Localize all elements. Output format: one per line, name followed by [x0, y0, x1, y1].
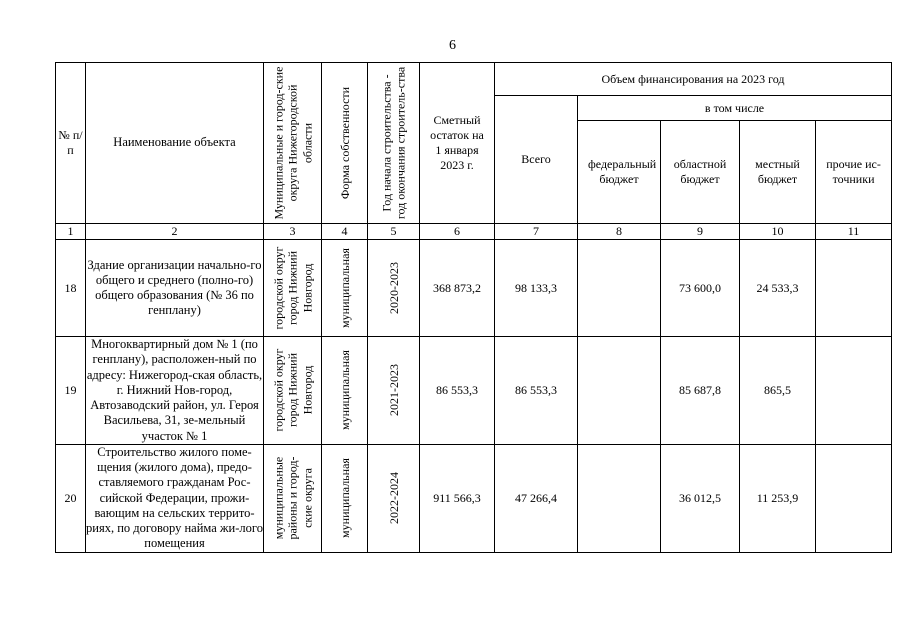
- row-municipality: муниципальные районы и город-ские округа: [270, 456, 314, 540]
- row-estimate: 911 566,3: [420, 444, 495, 552]
- column-number: 6: [420, 224, 495, 240]
- column-number-row: [56, 224, 892, 240]
- row-name: Многоквартирный дом № 1 (по генплану), расположен-ный по адресу: Нижегород-ская область, г. Нижний Нов-город, Автозаводский район, ул. Героя Васильева, 31, зе-мельный участок № 1: [86, 337, 263, 443]
- header-funding-group: Объем финансирования на 2023 год: [495, 63, 892, 96]
- row-regional: 36 012,5: [661, 444, 740, 552]
- row-other: [816, 444, 892, 552]
- row-ownership: муниципальная: [337, 458, 352, 539]
- column-number: 5: [368, 224, 420, 240]
- row-local: 865,5: [740, 337, 816, 445]
- row-municipality-cell: [264, 240, 322, 337]
- column-number: 2: [86, 224, 264, 240]
- table-row: [56, 444, 892, 552]
- row-federal: [578, 240, 661, 337]
- header-num: № п/п: [56, 63, 86, 224]
- header-local: [740, 121, 816, 224]
- row-other: [816, 337, 892, 445]
- header-ownership-cell: [322, 63, 368, 224]
- row-estimate: 86 553,3: [420, 337, 495, 445]
- row-municipality-cell: [264, 444, 322, 552]
- header-regional-text: областной бюджет: [673, 157, 727, 186]
- row-years: 2021-2023: [386, 364, 401, 417]
- row-regional: 85 687,8: [661, 337, 740, 445]
- header-other: [816, 121, 892, 224]
- header-incl: в том числе: [578, 96, 892, 121]
- row-municipality-cell: [264, 337, 322, 445]
- column-number: 7: [495, 224, 578, 240]
- row-total: 98 133,3: [495, 240, 578, 337]
- row-num: 18: [56, 240, 86, 337]
- column-number: 9: [661, 224, 740, 240]
- row-local: 24 533,3: [740, 240, 816, 337]
- row-total: 86 553,3: [495, 337, 578, 445]
- row-total: 47 266,4: [495, 444, 578, 552]
- page-number: 6: [449, 38, 456, 53]
- row-years-cell: [368, 337, 420, 445]
- column-number: 8: [578, 224, 661, 240]
- row-years: 2020-2023: [386, 262, 401, 314]
- header-other-text: прочие ис-точники: [826, 157, 881, 186]
- row-years-cell: [368, 240, 420, 337]
- row-ownership-cell: [322, 444, 368, 552]
- column-number: 11: [816, 224, 892, 240]
- row-ownership: муниципальная: [337, 350, 352, 431]
- row-num: 20: [56, 444, 86, 552]
- column-number: 10: [740, 224, 816, 240]
- row-regional: 73 600,0: [661, 240, 740, 337]
- row-other: [816, 240, 892, 337]
- row-years: 2022-2024: [386, 472, 401, 525]
- row-municipality: городской округ город Нижний Новгород: [270, 246, 314, 330]
- row-ownership-cell: [322, 337, 368, 445]
- header-municipality: Муниципальные и город-ские округа Нижегородской области: [270, 66, 314, 220]
- header-estimate: [420, 63, 495, 224]
- row-name: Строительство жилого поме-щения (жилого дома), предо-ставляемого гражданам Рос-сийской Федерации, прожи-вающим на сельских террито-риях, по договору найма жи-лого помещения: [86, 444, 263, 551]
- row-years-cell: [368, 444, 420, 552]
- header-estimate-text: Сметный остаток на 1 января 2023 г.: [430, 113, 484, 172]
- row-name: Здание организации начально-го общего и среднего (полно-го) общего образования (№ 36 по генплану): [86, 240, 264, 337]
- column-number: 1: [56, 224, 86, 240]
- header-name: Наименование объекта: [86, 63, 264, 224]
- row-estimate: 368 873,2: [420, 240, 495, 337]
- header-local-text: местный бюджет: [755, 157, 800, 186]
- header-federal: [578, 121, 661, 224]
- financing-table: [55, 62, 892, 553]
- row-ownership-cell: [322, 240, 368, 337]
- column-number: 4: [322, 224, 368, 240]
- row-ownership: муниципальная: [337, 248, 352, 328]
- header-years: Год начала строительства - год окончания строитель-ства: [379, 66, 408, 220]
- row-num: 19: [56, 337, 86, 445]
- header-federal-text: федеральный бюджет: [588, 157, 657, 186]
- row-federal: [578, 337, 661, 445]
- row-municipality: городской округ город Нижний Новгород: [270, 348, 314, 432]
- row-local: 11 253,9: [740, 444, 816, 552]
- column-number: 3: [264, 224, 322, 240]
- header-ownership: Форма собственности: [337, 86, 352, 200]
- header-years-cell: [368, 63, 420, 224]
- header-municipality-cell: [264, 63, 322, 224]
- table-row: [56, 240, 892, 337]
- table-row: [56, 337, 892, 445]
- row-federal: [578, 444, 661, 552]
- header-total: Всего: [495, 96, 578, 224]
- header-regional: [661, 121, 740, 224]
